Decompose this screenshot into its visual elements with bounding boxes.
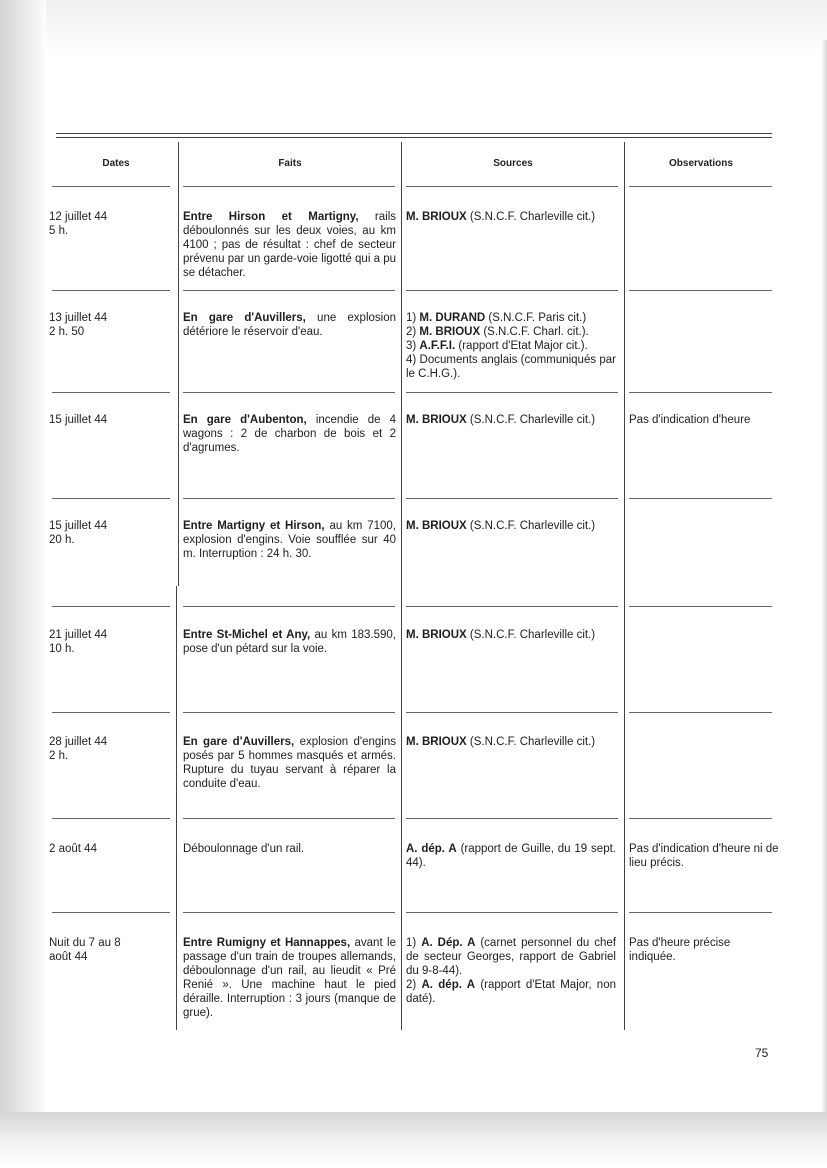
- fait-place: En gare d'Auvillers,: [183, 312, 306, 324]
- date-line: 10 h.: [49, 643, 75, 655]
- date-line: 28 juillet 44: [49, 736, 108, 748]
- date-cell: [49, 842, 169, 856]
- fait-text: au km 7100, explosion d'engins. Voie soufflée sur 40 m. Interruption : 24 h. 30.: [183, 520, 396, 560]
- row-separator: [406, 498, 618, 499]
- source-name: M. BRIOUX: [406, 414, 467, 426]
- source-name: M. BRIOUX: [419, 326, 481, 338]
- source-detail: (rapport d'Etat Major cit.).: [455, 340, 588, 352]
- source-cell: [406, 842, 616, 870]
- fait-cell: [183, 735, 396, 791]
- source-entry: [406, 353, 616, 381]
- source-detail: (S.N.C.F. Paris cit.): [485, 312, 587, 324]
- fait-cell: [183, 210, 396, 280]
- fait-text: incendie de 4 wagons : 2 de charbon de bois et 2 d'agrumes.: [183, 414, 396, 454]
- date-cell: [49, 311, 169, 339]
- date-cell: [49, 413, 169, 427]
- header-observations: Observations: [669, 158, 733, 169]
- fait-place: Entre Hirson et Martigny,: [183, 211, 359, 223]
- fait-text: rails déboulonnés sur les deux voies, au km 4100 ; pas de résultat : chef de secteur prévenu par un garde-voie ligotté qui a pu se détacher.: [183, 211, 397, 279]
- table-top-rule-inner: [56, 137, 772, 138]
- observation-cell: Pas d'indication d'heure ni de lieu précis.: [629, 843, 779, 869]
- row-separator: [406, 912, 618, 913]
- source-name: A.F.F.I.: [419, 340, 456, 352]
- source-detail: (S.N.C.F. Charleville cit.): [466, 211, 596, 223]
- fait-place: En gare d'Auvillers,: [183, 736, 295, 748]
- row-separator: [406, 818, 618, 819]
- date-line: 12 juillet 44: [49, 211, 108, 223]
- source-number: 1): [406, 937, 422, 949]
- source-detail: (carnet personnel du chef de secteur Georges, rapport de Gabriel du 9-8-44).: [406, 937, 617, 977]
- fait-cell: [183, 519, 396, 561]
- column-divider: [176, 586, 177, 1030]
- fait-text: Déboulonnage d'un rail.: [183, 843, 305, 855]
- observation-cell: Pas d'indication d'heure: [629, 414, 751, 426]
- row-separator: [629, 818, 772, 819]
- source-entry: [406, 311, 616, 325]
- header-dates: Dates: [102, 158, 130, 169]
- source-name: M. BRIOUX: [406, 629, 467, 641]
- row-separator: [406, 606, 618, 607]
- column-divider: [624, 142, 625, 1030]
- source-number: 3): [406, 340, 420, 352]
- source-entry: [406, 735, 616, 749]
- binding-gutter: [0, 0, 46, 1168]
- row-separator: [52, 912, 170, 913]
- row-separator: [52, 392, 170, 393]
- source-detail: (S.N.C.F. Charleville cit.): [466, 414, 596, 426]
- row-separator: [52, 606, 170, 607]
- date-line: 20 h.: [49, 534, 75, 546]
- row-separator: [183, 912, 395, 913]
- header-faits: Faits: [278, 158, 302, 169]
- fait-cell: [183, 311, 396, 339]
- source-detail: (rapport de Guille, du 19 sept. 44).: [406, 843, 616, 869]
- row-separator: [183, 606, 395, 607]
- row-separator: [629, 186, 772, 187]
- source-name: M. BRIOUX: [406, 520, 467, 532]
- row-separator: [629, 392, 772, 393]
- source-number: 1): [406, 312, 420, 324]
- source-entry: [406, 339, 616, 353]
- date-cell: [49, 936, 169, 964]
- row-separator: [183, 818, 395, 819]
- fait-cell: [183, 413, 396, 455]
- row-separator: [406, 392, 618, 393]
- source-entry: [406, 413, 616, 427]
- source-entry: [406, 842, 616, 870]
- row-separator: [629, 606, 772, 607]
- row-separator: [183, 186, 395, 187]
- source-detail: (rapport d'Etat Major, non daté).: [406, 979, 616, 1005]
- row-separator: [629, 712, 772, 713]
- page-edge: [821, 40, 827, 1120]
- row-separator: [52, 290, 170, 291]
- observation-cell: Pas d'heure précise indiquée.: [629, 937, 731, 963]
- source-entry: [406, 210, 616, 224]
- row-separator: [406, 290, 618, 291]
- date-line: 5 h.: [49, 225, 69, 237]
- source-entry: [406, 628, 616, 642]
- row-separator: [52, 498, 170, 499]
- fait-text: avant le passage d'un train de troupes allemands, déboulonnage d'un rail, au lieudit « Pré Renié ». Une machine haut le pied déraille. Interruption : 3 jours (manque de grue).: [183, 937, 396, 1019]
- source-entry: [406, 978, 616, 1006]
- bottom-shade: [0, 1112, 827, 1168]
- row-separator: [52, 186, 170, 187]
- source-number: 4): [406, 354, 420, 366]
- row-separator: [629, 912, 772, 913]
- date-cell: [49, 735, 169, 763]
- source-cell: [406, 519, 616, 533]
- fait-place: En gare d'Aubenton,: [183, 414, 307, 426]
- date-cell: [49, 628, 169, 656]
- fait-place: Entre St-Michel et Any,: [183, 629, 311, 641]
- source-cell: [406, 628, 616, 642]
- fait-text: une explosion détériore le réservoir d'eau.: [183, 312, 396, 338]
- source-entry: [406, 936, 616, 978]
- source-name: A. dép. A: [421, 979, 476, 991]
- source-detail: (S.N.C.F. Charl. cit.).: [480, 326, 589, 338]
- source-name: M. BRIOUX: [406, 736, 467, 748]
- source-detail: (S.N.C.F. Charleville cit.): [466, 520, 596, 532]
- source-cell: [406, 936, 616, 1006]
- row-separator: [406, 712, 618, 713]
- date-line: Nuit du 7 au 8: [49, 937, 121, 949]
- fait-cell: [183, 628, 396, 656]
- header-sources: Sources: [493, 158, 533, 169]
- date-line: 15 juillet 44: [49, 520, 108, 532]
- date-line: août 44: [49, 951, 88, 963]
- row-separator: [406, 186, 618, 187]
- source-entry: [406, 519, 616, 533]
- row-separator: [52, 818, 170, 819]
- row-separator: [183, 498, 395, 499]
- source-name: M. BRIOUX: [406, 211, 467, 223]
- source-detail: (S.N.C.F. Charleville cit.): [466, 736, 596, 748]
- source-entry: [406, 325, 616, 339]
- source-cell: [406, 311, 616, 381]
- source-name: A. dép. A: [406, 843, 457, 855]
- date-line: 21 juillet 44: [49, 629, 108, 641]
- page-number: 75: [755, 1046, 769, 1060]
- date-line: 13 juillet 44: [49, 312, 108, 324]
- source-detail: (S.N.C.F. Charleville cit.): [466, 629, 596, 641]
- source-cell: [406, 735, 616, 749]
- fait-text: au km 183.590, pose d'un pétard sur la voie.: [183, 629, 396, 655]
- fait-place: Entre Rumigny et Hannappes,: [183, 937, 351, 949]
- source-name: A. Dép. A: [421, 937, 476, 949]
- fait-cell: [183, 936, 396, 1020]
- date-line: 2 août 44: [49, 843, 97, 855]
- column-divider: [401, 142, 402, 1030]
- fait-text: explosion d'engins posés par 5 hommes masqués et armés. Rupture du tuyau servant à réparer la conduite d'eau.: [183, 736, 396, 790]
- top-shade: [46, 0, 827, 55]
- source-number: 2): [406, 979, 422, 991]
- row-separator: [183, 392, 395, 393]
- column-divider: [178, 142, 179, 586]
- date-line: 2 h. 50: [49, 326, 85, 338]
- table-top-rule: [56, 133, 772, 134]
- source-number: 2): [406, 326, 420, 338]
- row-separator: [52, 712, 170, 713]
- date-cell: [49, 519, 169, 547]
- source-name: M. DURAND: [419, 312, 486, 324]
- date-line: 2 h.: [49, 750, 69, 762]
- row-separator: [183, 712, 395, 713]
- source-cell: [406, 413, 616, 427]
- row-separator: [183, 290, 395, 291]
- row-separator: [629, 498, 772, 499]
- source-detail: Documents anglais (communiqués par le C.H.G.).: [406, 354, 617, 380]
- date-line: 15 juillet 44: [49, 414, 108, 426]
- source-cell: [406, 210, 616, 224]
- row-separator: [629, 290, 772, 291]
- fait-place: Entre Martigny et Hirson,: [183, 520, 325, 532]
- fait-cell: [183, 842, 396, 856]
- date-cell: [49, 210, 169, 238]
